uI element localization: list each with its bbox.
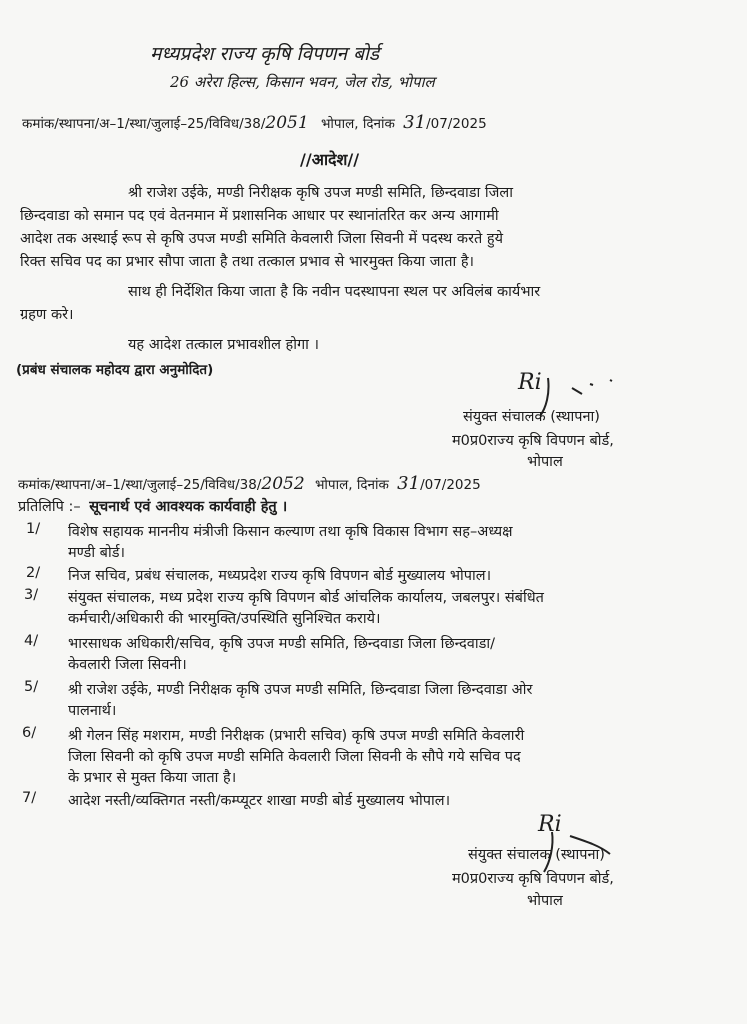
list-item-line: भारसाधक अधिकारी/सचिव, कृषि उपज मण्डी समिति, छिन्दवाडा जिला छिन्दवाडा/ [68, 636, 496, 652]
reference-number: 2051 [265, 113, 309, 133]
signature-flourish-2 [470, 806, 630, 876]
item-number: 4/ [24, 633, 39, 649]
copy-to-purpose: सूचनार्थ एवं आवश्यक कार्यवाही हेतु । [89, 499, 288, 515]
order-title: //आदेश// [300, 150, 360, 169]
signature-mark-2: Ri [538, 812, 562, 837]
item-number: 6/ [22, 725, 37, 741]
para1-line: आदेश तक अस्थाई रूप से कृषि उपज मण्डी समिति केवलारी जिला सिवनी में पदस्थ करते हुये [20, 231, 503, 247]
reference-number: 2052 [261, 474, 305, 494]
list-item-line: श्री गेलन सिंह मशराम, मण्डी निरीक्षक (प्रभारी सचिव) कृषि उपज मण्डी समिति केवलारी [68, 728, 525, 744]
list-item-line: आदेश नस्ती/व्यक्तिगत नस्ती/कम्प्यूटर शाखा मण्डी बोर्ड मुख्यालय भोपाल। [68, 793, 451, 809]
signature-2-org: म0प्र0राज्य कृषि विपणन बोर्ड, [452, 871, 614, 887]
para1-line: श्री राजेश उईके, मण्डी निरीक्षक कृषि उपज मण्डी समिति, छिन्दवाडा जिला [128, 185, 513, 201]
signature-mark-1: Ri [518, 370, 542, 395]
date-day: 31 [397, 473, 421, 494]
list-item-line: केवलारी जिला सिवनी। [68, 657, 187, 673]
reference-line-2 [18, 473, 481, 494]
reference-line-1 [22, 112, 487, 133]
date-month-year: /07/2025 [420, 477, 481, 493]
item-number: 1/ [26, 521, 41, 537]
copy-to-line [18, 496, 287, 516]
signature-2-city: भोपाल [527, 893, 563, 909]
item-number: 3/ [24, 587, 39, 603]
list-item-line: निज सचिव, प्रबंध संचालक, मध्यप्रदेश राज्य कृषि विपणन बोर्ड मुख्यालय भोपाल। [68, 568, 492, 584]
list-item-line: संयुक्त संचालक, मध्य प्रदेश राज्य कृषि विपणन बोर्ड आंचलिक कार्यालय, जबलपुर। संबंधित [68, 590, 544, 606]
org-address: 26 अरेरा हिल्स, किसान भवन, जेल रोड, भोपाल [170, 73, 435, 91]
list-item-line: के प्रभार से मुक्त किया जाता है। [68, 770, 237, 786]
item-number: 2/ [26, 565, 41, 581]
list-item-line: श्री राजेश उईके, मण्डी निरीक्षक कृषि उपज मण्डी समिति, छिन्दवाडा जिला छिन्दवाडा ओर [68, 682, 533, 698]
place-date-prefix: भोपाल, दिनांक [314, 477, 389, 493]
item-number: 5/ [24, 679, 39, 695]
reference-prefix: कमांक/स्थापना/अ–1/स्था/जुलाई–25/विविध/38/ [22, 116, 266, 132]
date-month-year: /07/2025 [426, 116, 487, 132]
signature-1-designation: संयुक्त संचालक (स्थापना) [463, 409, 600, 425]
list-item-line: विशेष सहायक माननीय मंत्रीजी किसान कल्याण तथा कृषि विकास विभाग सह–अध्यक्ष [68, 524, 513, 540]
signature-1-city: भोपाल [527, 454, 563, 470]
para1-line: छिन्दवाडा को समान पद एवं वेतनमान में प्रशासनिक आधार पर स्थानांतरित कर अन्य आगामी [20, 208, 499, 224]
date-day: 31 [403, 112, 427, 133]
item-number: 7/ [22, 790, 37, 806]
para2-line: ग्रहण करे। [20, 307, 74, 323]
list-item-line: जिला सिवनी को कृषि उपज मण्डी समिति केवलारी जिला सिवनी के सौपे गये सचिव पद [68, 749, 521, 765]
para2-line: साथ ही निर्देशित किया जाता है कि नवीन पदस्थापना स्थल पर अविलंब कार्यभार [128, 284, 541, 300]
list-item-line: पालनार्थ। [68, 703, 117, 719]
signature-1-org: म0प्र0राज्य कृषि विपणन बोर्ड, [452, 433, 614, 449]
place-date-prefix: भोपाल, दिनांक [320, 116, 395, 132]
signature-2-designation: संयुक्त संचालक (स्थापना) [468, 847, 605, 863]
list-item-line: मण्डी बोर्ड। [68, 545, 125, 561]
para1-line: रिक्त सचिव पद का प्रभार सौपा जाता है तथा तत्काल प्रभाव से भारमुक्त किया जाता है। [20, 254, 475, 270]
para3-line: यह आदेश तत्काल प्रभावशील होगा । [128, 337, 320, 353]
org-name: मध्यप्रदेश राज्य कृषि विपणन बोर्ड [150, 43, 380, 65]
copy-to-label: प्रतिलिपि :– [18, 499, 81, 515]
reference-prefix: कमांक/स्थापना/अ–1/स्था/जुलाई–25/विविध/38/ [18, 477, 262, 493]
approval-note: (प्रबंध संचालक महोदय द्वारा अनुमोदित) [16, 362, 214, 378]
list-item-line: कर्मचारी/अधिकारी की भारमुक्ति/उपस्थिति सुनिश्चित कराये। [68, 611, 381, 627]
